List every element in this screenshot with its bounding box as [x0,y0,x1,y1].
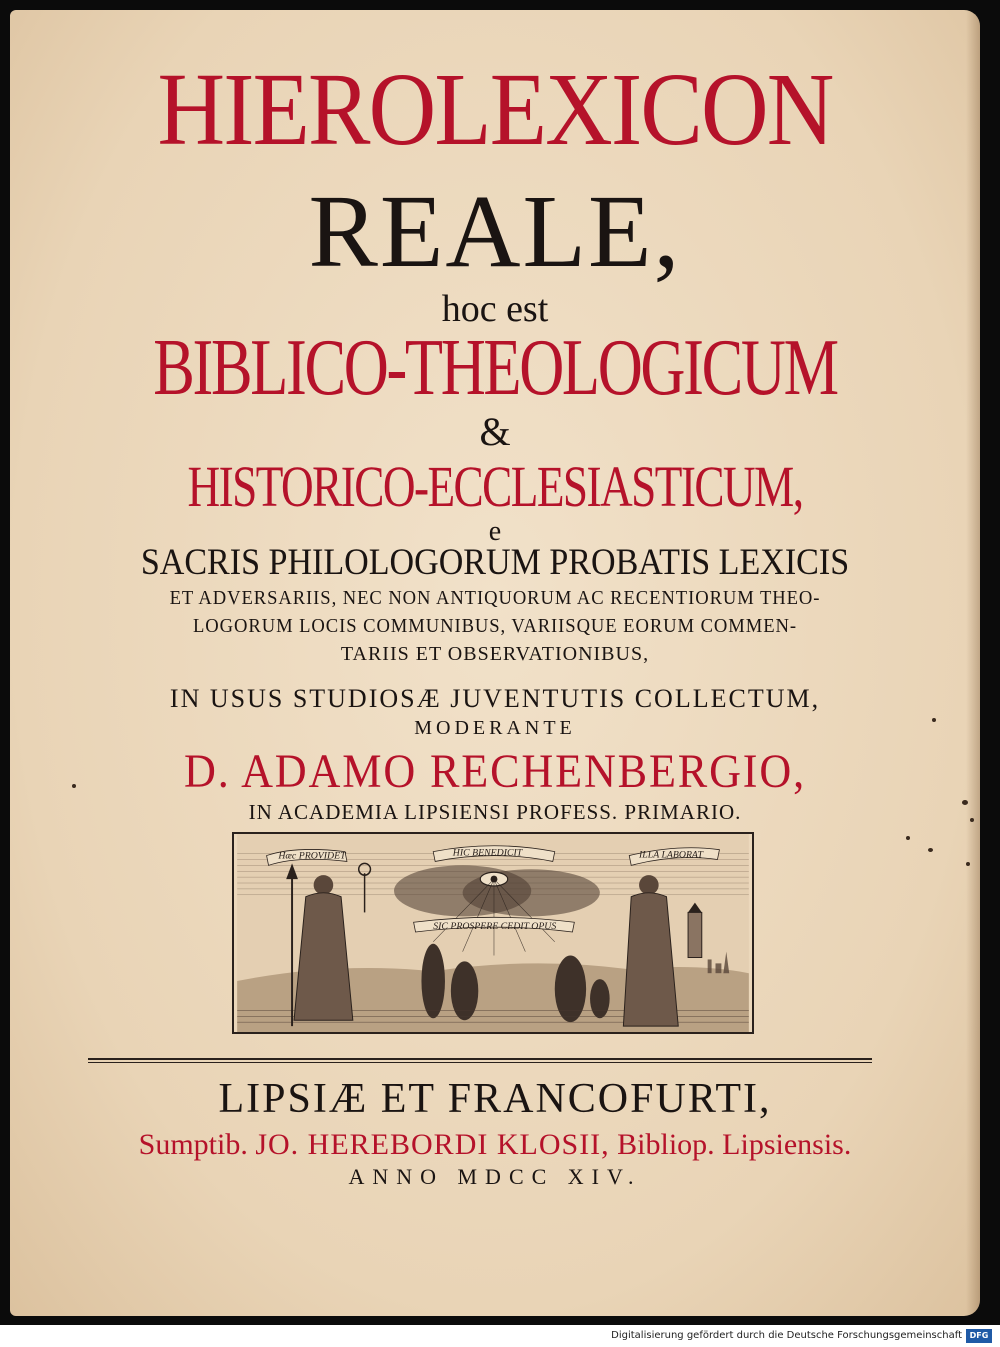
banner-lower-text: SIC PROSPERE CEDIT OPUS [433,921,557,933]
author-affiliation: IN ACADEMIA LIPSIENSI PROFESS. PRIMARIO. [248,800,742,824]
publisher-suffix: Bibliop. Lipsiensis. [617,1128,852,1161]
foxing-spot [906,836,910,840]
title-biblico-theologicum: BIBLICO-THEOLOGICUM [153,324,837,412]
publisher-name: JO. HEREBORDI KLOSII, [255,1128,610,1161]
author-name: D. ADAMO RECHENBERGIO, [184,745,806,798]
funding-note: Digitalisierung gefördert durch die Deutsche Forschungsgemeinschaft [611,1330,962,1341]
title-page [10,10,980,1316]
subtitle-adversariis: ET ADVERSARIIS, NEC NON ANTIQUORUM AC RECENTIORUM THEO- [169,587,821,609]
dfg-logo-icon: DFG [966,1329,992,1343]
title-e: e [488,516,502,547]
footer-bar [0,1325,1000,1347]
vignette-engraving [234,834,752,1032]
printers-device-vignette [232,832,754,1034]
foxing-spot [72,784,76,788]
title-hoc-est: hoc est [441,288,549,330]
foxing-spot [932,718,936,722]
foxing-spot [966,862,970,866]
subtitle-moderante: MODERANTE [414,717,576,739]
divider-rule-thin [88,1062,872,1063]
banner-left-text: Hæc PROVIDET [278,850,346,862]
title-historico-ecclesiasticum: HISTORICO-ECCLESIASTICUM, [187,454,803,519]
imprint-year: ANNO MDCC XIV. [348,1164,642,1189]
foxing-spot [962,800,968,805]
foxing-spot [928,848,933,852]
imprint-publisher [10,1130,980,1160]
subtitle-tariis: TARIIS ET OBSERVATIONIBUS, [340,643,650,665]
title-hierolexicon: HIEROLEXICON [157,52,833,167]
subtitle-in-usus: IN USUS STUDIOSÆ JUVENTUTIS COLLECTUM, [169,684,821,713]
title-ampersand: & [479,409,511,454]
subtitle-sacris: SACRIS PHILOLOGORUM PROBATIS LEXICIS [140,542,850,583]
publisher-prefix: Sumptib. [138,1128,248,1161]
subtitle-logorum: LOGORUM LOCIS COMMUNIBUS, VARIISQUE EORUM COMMEN- [193,615,797,637]
divider-rule-thick [88,1058,872,1060]
foxing-spot [970,818,974,822]
imprint-place: LIPSIÆ ET FRANCOFURTI, [218,1076,772,1122]
title-reale: REALE, [308,174,682,289]
banner-center-text: HIC BENEDICIT [452,847,523,859]
banner-right-text: ILLA LABORAT [639,849,704,861]
